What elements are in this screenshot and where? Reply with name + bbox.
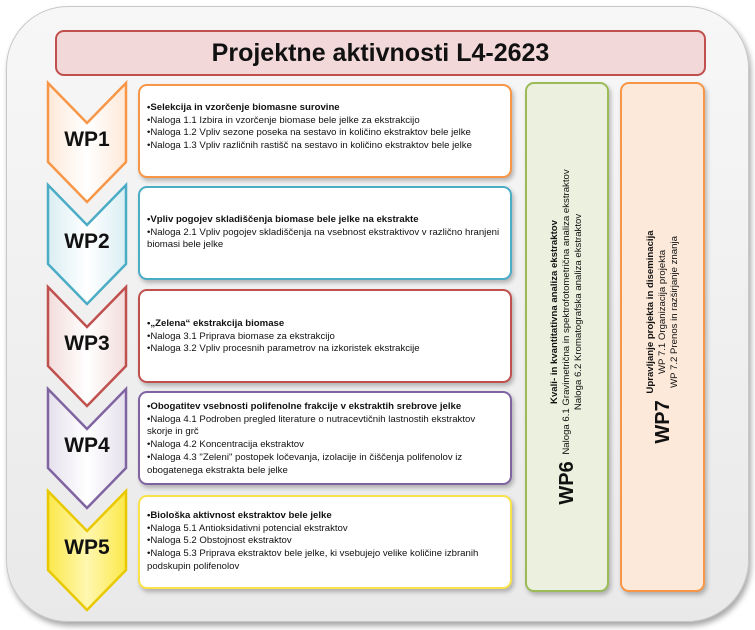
wp1-task-3: •Naloga 1.3 Vpliv različnih rastišč na sestavo in količino ekstraktov bele jelke [147, 140, 472, 152]
wp3-task-1: •Naloga 3.1 Priprava biomase za ekstrakcijo [147, 330, 335, 342]
wp1-heading: •Selekcija in vzorčenje biomasne surovine [147, 102, 340, 113]
wp3-task-2: •Naloga 3.2 Vpliv procesnih parametrov na izkoristek ekstrakcije [147, 343, 420, 355]
wp6-text [549, 169, 585, 504]
wp6-box [525, 82, 609, 592]
wp3-label: WP3 [64, 332, 110, 355]
wp5-task-1: •Naloga 5.1 Antioksidativni potencial ekstraktov [147, 522, 348, 534]
wp5-label: WP5 [64, 536, 110, 559]
wp7-heading: Upravljanje projekta in diseminacija [644, 230, 656, 394]
wp1-label: WP1 [64, 128, 110, 151]
wp1-tasks-box [138, 84, 512, 178]
page-title-text: Projektne aktivnosti L4-2623 [211, 38, 550, 67]
wp3-heading: •„Zelena“ ekstrakcija biomase [147, 318, 285, 329]
wp3-tasks-box [138, 289, 512, 383]
wp7-task-2: WP 7.2 Prenos in razširjanje znanja [668, 236, 680, 388]
wp4-task-1: •Naloga 4.1 Podroben pregled literature o nutracevtičnih lastnostih ekstraktov skorje in grč [147, 413, 476, 438]
wp1-task-2: •Naloga 1.2 Vpliv sezone poseka na sestavo in količino ekstraktov bele jelke [147, 127, 471, 139]
wp5-tasks-box [138, 495, 512, 589]
wp7-text [645, 230, 681, 443]
wp2-tasks-box [138, 186, 512, 280]
wp4-task-3: •Naloga 4.3 "Zeleni" postopek ločevanja, izolacije in čiščenja polifenolov iz obogatenega ekstrakta bele jelke [147, 451, 463, 476]
wp2-task-1: •Naloga 2.1 Vpliv pogojev skladiščenja na vsebnost ekstraktivov v različno hranjeni biomasi bele jelke [147, 226, 500, 251]
wp7-content [645, 230, 681, 393]
wp2-label: WP2 [64, 230, 110, 253]
wp4-label: WP4 [64, 434, 110, 457]
wp7-task-1: WP 7.1 Organizacija projekta [656, 249, 668, 375]
wp7-box [620, 82, 705, 592]
wp5-task-3: •Naloga 5.3 Priprava ekstraktov bele jelke, ki vsebujejo velike količine izbranih podskupin polifenolov [147, 548, 479, 572]
wp2-heading: •Vpliv pogojev skladiščenja biomase bele jelke na ekstrakte [147, 214, 419, 225]
wp4-task-2: •Naloga 4.2 Koncentracija ekstraktov [147, 439, 304, 451]
wp4-heading: •Obogatitev vsebnosti polifenolne frakcije v ekstraktih srebrove jelke [147, 401, 462, 412]
wp5-heading: •Biološka aktivnost ekstraktov bele jelke [147, 510, 332, 521]
wp6-task-1: Naloga 6.1 Gravimetrična in spektrofotometrična analiza ekstraktov [561, 169, 572, 455]
wp4-tasks-box [138, 391, 512, 485]
wp5-task-2: •Naloga 5.2 Obstojnost ekstraktov [147, 535, 292, 547]
wp6-label: WP6 [556, 461, 578, 505]
wp7-label: WP7 [651, 400, 674, 444]
wp6-heading: Kvali- in kvantitativna analiza ekstraktov [549, 220, 560, 404]
wp6-task-2: Naloga 6.2 Kromatografska analiza ekstraktov [573, 213, 584, 411]
wp6-content [549, 169, 585, 454]
page-title [55, 30, 706, 76]
wp1-task-1: •Naloga 1.1 Izbira in vzorčenje biomase bele jelke za ekstrakcijo [147, 114, 420, 126]
